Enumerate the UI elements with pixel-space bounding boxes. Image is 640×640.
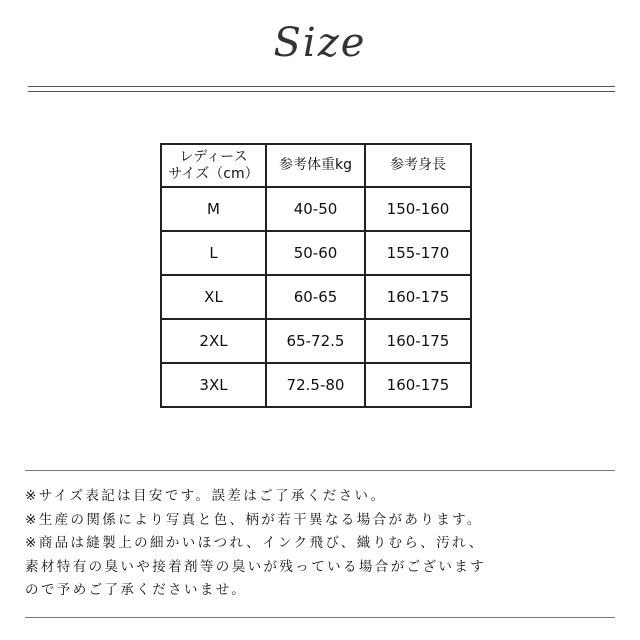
weight-cell: 60-65: [266, 275, 365, 319]
table-row: [161, 231, 471, 275]
height-cell: 155-170: [365, 231, 471, 275]
weight-cell: 50-60: [266, 231, 365, 275]
header-height-cell: 参考身長: [365, 144, 471, 187]
height-cell: 160-175: [365, 275, 471, 319]
table-row: [161, 187, 471, 231]
header-size-label: レディース サイズ（cm）: [168, 148, 259, 182]
size-cell: 2XL: [161, 319, 266, 363]
note-line: ※商品は縫製上の細かいほつれ、インク飛び、織りむら、汚れ、: [25, 535, 485, 551]
note-line: ※生産の関係により写真と色、柄が若干異なる場合があります。: [25, 511, 483, 528]
note-line: ので予めご了承くださいませ。: [25, 582, 248, 598]
title-divider-top: [28, 86, 615, 87]
table-row: [161, 275, 471, 319]
size-cell: 3XL: [161, 363, 266, 407]
notes-box: [25, 470, 615, 618]
page-title: Size: [273, 20, 367, 66]
weight-cell: 65-72.5: [266, 319, 365, 363]
title-divider-bottom: [28, 91, 615, 92]
weight-cell: 72.5-80: [266, 363, 365, 407]
note-line: 素材特有の臭いや接着剤等の臭いが残っている場合がございます: [25, 558, 487, 575]
height-cell: 150-160: [365, 187, 471, 231]
height-cell: 160-175: [365, 319, 471, 363]
table-row: [161, 363, 471, 407]
height-cell: 160-175: [365, 363, 471, 407]
size-cell: M: [161, 187, 266, 231]
size-cell: XL: [161, 275, 266, 319]
header-size-cell: [161, 144, 266, 187]
size-cell: L: [161, 231, 266, 275]
table-header-row: [161, 144, 471, 187]
weight-cell: 40-50: [266, 187, 365, 231]
note-line: ※サイズ表記は目安です。誤差はご了承ください。: [25, 488, 387, 504]
header-weight-cell: 参考体重kg: [266, 144, 365, 187]
size-table: [160, 143, 472, 408]
table-row: [161, 319, 471, 363]
